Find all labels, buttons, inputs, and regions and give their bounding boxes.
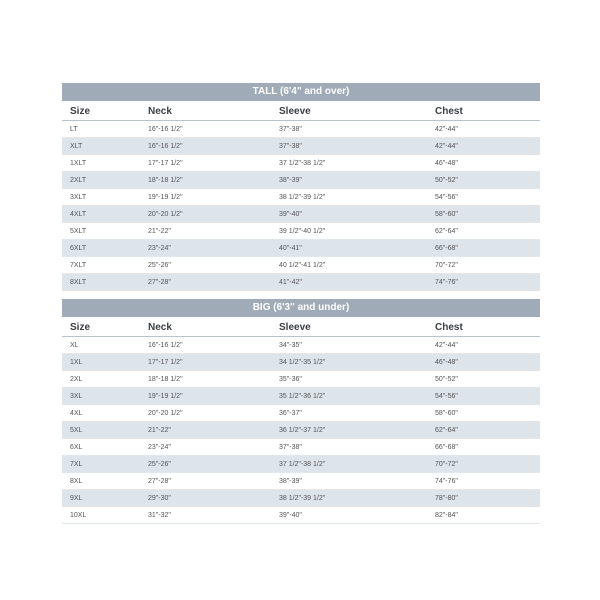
chest-cell: 50"-52"	[435, 176, 458, 184]
neck-cell: 27"-28"	[148, 278, 171, 286]
chest-cell: 82"-84"	[435, 511, 458, 519]
neck-cell: 21"-22"	[148, 426, 171, 434]
size-cell: 5XL	[70, 426, 83, 434]
chest-cell: 54"-56"	[435, 392, 458, 400]
chest-cell: 62"-64"	[435, 426, 458, 434]
table-row	[62, 223, 540, 240]
neck-cell: 29"-30"	[148, 494, 171, 502]
chest-cell: 54"-56"	[435, 193, 458, 201]
neck-cell: 19"-19 1/2"	[148, 392, 183, 400]
table-row	[62, 507, 540, 524]
table-row	[62, 371, 540, 388]
sleeve-cell: 40 1/2"-41 1/2"	[279, 261, 326, 269]
big-chart-title: BIG (6'3" and under)	[62, 299, 540, 317]
neck-cell: 20"-20 1/2"	[148, 210, 183, 218]
sleeve-cell: 40"-41"	[279, 244, 302, 252]
size-cell: 3XLT	[70, 193, 87, 201]
sleeve-cell: 34"-35"	[279, 341, 302, 349]
size-cell: 2XLT	[70, 176, 87, 184]
sleeve-cell: 35 1/2"-36 1/2"	[279, 392, 326, 400]
tall-rows	[62, 121, 540, 291]
chest-cell: 70"-72"	[435, 261, 458, 269]
table-row	[62, 473, 540, 490]
sleeve-cell: 38"-39"	[279, 176, 302, 184]
neck-cell: 17"-17 1/2"	[148, 358, 183, 366]
sleeve-cell: 37 1/2"-38 1/2"	[279, 460, 326, 468]
chest-cell: 66"-68"	[435, 443, 458, 451]
table-row	[62, 189, 540, 206]
big-column-headers	[62, 318, 540, 337]
sleeve-cell: 39"-40"	[279, 210, 302, 218]
size-cell: 4XL	[70, 409, 83, 417]
size-cell: 8XL	[70, 477, 83, 485]
chest-cell: 46"-48"	[435, 159, 458, 167]
sleeve-cell: 39 1/2"-40 1/2"	[279, 227, 326, 235]
sleeve-cell: 34 1/2"-35 1/2"	[279, 358, 326, 366]
table-row	[62, 206, 540, 223]
neck-cell: 16"-16 1/2"	[148, 142, 183, 150]
size-header: Size	[70, 105, 91, 117]
table-row	[62, 337, 540, 354]
neck-cell: 19"-19 1/2"	[148, 193, 183, 201]
chest-cell: 42"-44"	[435, 125, 458, 133]
neck-cell: 16"-16 1/2"	[148, 341, 183, 349]
chest-cell: 66"-68"	[435, 244, 458, 252]
size-cell: 7XLT	[70, 261, 87, 269]
size-cell: 1XL	[70, 358, 83, 366]
table-row	[62, 155, 540, 172]
big-rows	[62, 337, 540, 524]
sleeve-cell: 41"-42"	[279, 278, 302, 286]
sleeve-header: Sleeve	[279, 105, 311, 117]
table-row	[62, 388, 540, 405]
size-cell: 4XLT	[70, 210, 87, 218]
chest-cell: 74"-76"	[435, 278, 458, 286]
neck-cell: 20"-20 1/2"	[148, 409, 183, 417]
size-cell: LT	[70, 125, 78, 133]
sleeve-cell: 37"-38"	[279, 125, 302, 133]
sleeve-cell: 39"-40"	[279, 511, 302, 519]
size-cell: 6XL	[70, 443, 83, 451]
sleeve-cell: 35"-36"	[279, 375, 302, 383]
sleeve-cell: 38"-39"	[279, 477, 302, 485]
size-cell: 7XL	[70, 460, 83, 468]
chest-cell: 58"-60"	[435, 409, 458, 417]
table-row	[62, 240, 540, 257]
size-cell: XLT	[70, 142, 83, 150]
neck-header: Neck	[148, 105, 172, 117]
chest-cell: 62"-64"	[435, 227, 458, 235]
chest-cell: 46"-48"	[435, 358, 458, 366]
chest-header: Chest	[435, 105, 463, 117]
size-cell: 2XL	[70, 375, 83, 383]
size-cell: 9XL	[70, 494, 83, 502]
tall-size-chart	[62, 83, 540, 291]
size-cell: 8XLT	[70, 278, 87, 286]
neck-cell: 16"-16 1/2"	[148, 125, 183, 133]
table-row	[62, 456, 540, 473]
sleeve-cell: 36 1/2"-37 1/2"	[279, 426, 326, 434]
table-row	[62, 274, 540, 291]
table-row	[62, 354, 540, 371]
table-row	[62, 405, 540, 422]
neck-cell: 18"-18 1/2"	[148, 176, 183, 184]
sleeve-cell: 37"-38"	[279, 142, 302, 150]
sleeve-cell: 38 1/2"-39 1/2"	[279, 193, 326, 201]
neck-cell: 31"-32"	[148, 511, 171, 519]
neck-header: Neck	[148, 321, 172, 333]
table-row	[62, 172, 540, 189]
table-row	[62, 439, 540, 456]
tall-column-headers	[62, 102, 540, 121]
neck-cell: 25"-26"	[148, 460, 171, 468]
chest-cell: 78"-80"	[435, 494, 458, 502]
tall-chart-title: TALL (6'4" and over)	[62, 83, 540, 101]
chest-header: Chest	[435, 321, 463, 333]
neck-cell: 21"-22"	[148, 227, 171, 235]
neck-cell: 18"-18 1/2"	[148, 375, 183, 383]
chest-cell: 42"-44"	[435, 142, 458, 150]
size-cell: 6XLT	[70, 244, 87, 252]
neck-cell: 17"-17 1/2"	[148, 159, 183, 167]
neck-cell: 27"-28"	[148, 477, 171, 485]
size-cell: 1XLT	[70, 159, 87, 167]
size-cell: XL	[70, 341, 79, 349]
neck-cell: 23"-24"	[148, 443, 171, 451]
chest-cell: 74"-76"	[435, 477, 458, 485]
chest-cell: 50"-52"	[435, 375, 458, 383]
table-row	[62, 138, 540, 155]
table-row	[62, 121, 540, 138]
sleeve-cell: 37"-38"	[279, 443, 302, 451]
table-row	[62, 257, 540, 274]
sleeve-cell: 37 1/2"-38 1/2"	[279, 159, 326, 167]
size-header: Size	[70, 321, 91, 333]
sleeve-header: Sleeve	[279, 321, 311, 333]
size-cell: 5XLT	[70, 227, 87, 235]
table-row	[62, 490, 540, 507]
size-cell: 10XL	[70, 511, 87, 519]
big-size-chart	[62, 299, 540, 524]
sleeve-cell: 36"-37"	[279, 409, 302, 417]
size-cell: 3XL	[70, 392, 83, 400]
chest-cell: 70"-72"	[435, 460, 458, 468]
sleeve-cell: 38 1/2"-39 1/2"	[279, 494, 326, 502]
table-row	[62, 422, 540, 439]
neck-cell: 23"-24"	[148, 244, 171, 252]
chest-cell: 58"-60"	[435, 210, 458, 218]
neck-cell: 25"-26"	[148, 261, 171, 269]
chest-cell: 42"-44"	[435, 341, 458, 349]
